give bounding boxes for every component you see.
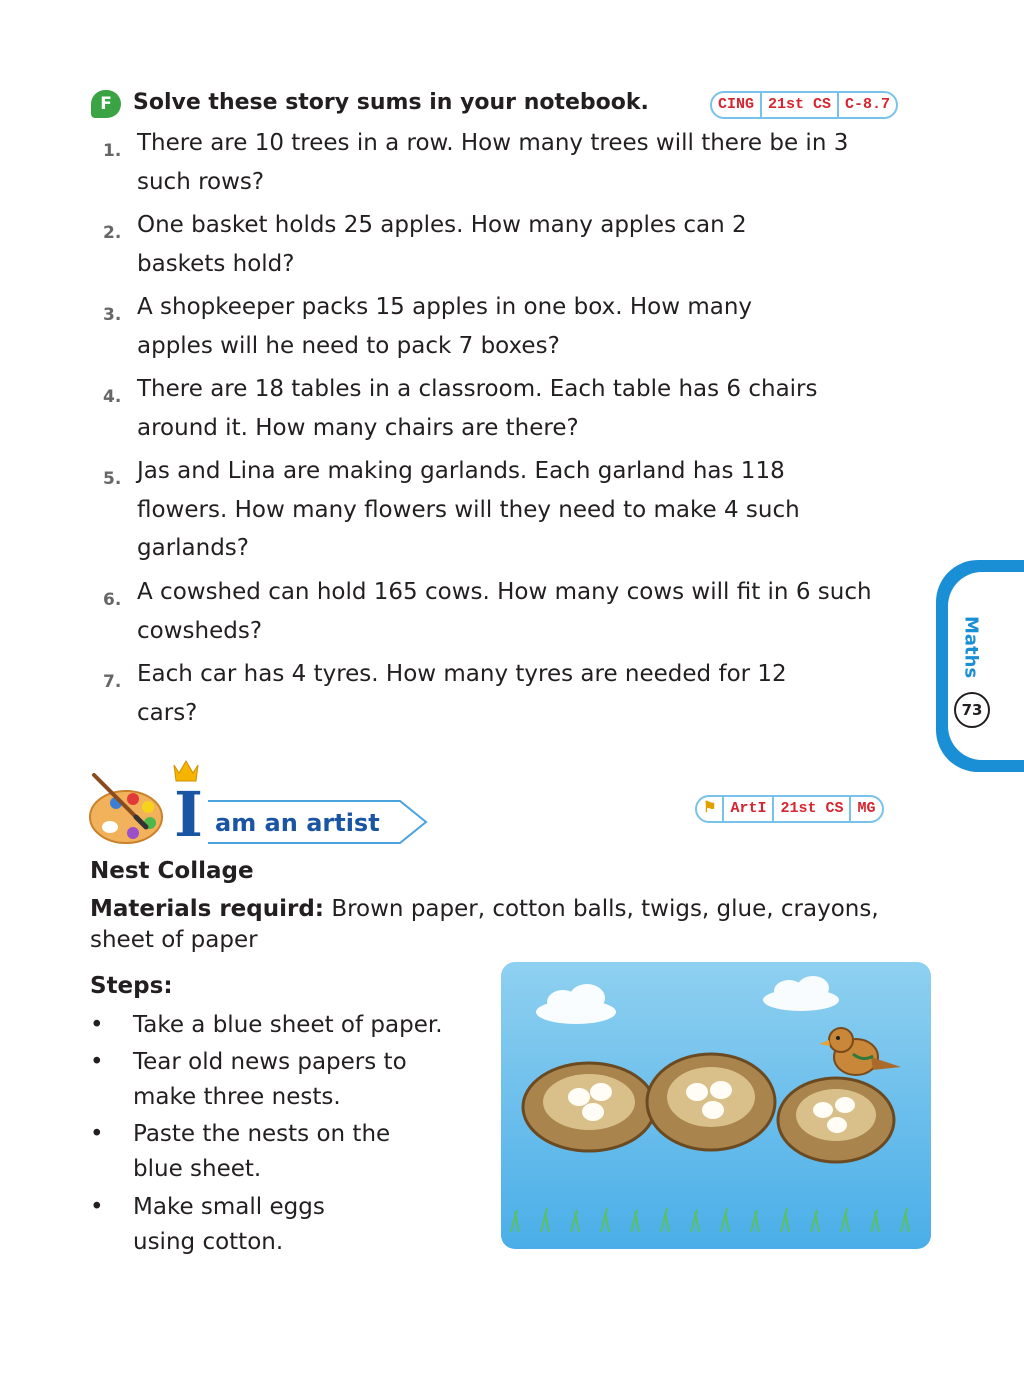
step-text: Make small eggs using cotton. bbox=[133, 1194, 325, 1255]
palette-icon bbox=[90, 775, 162, 843]
question-text: There are 18 tables in a classroom. Each table has 6 chairs around it. How many chairs are there? bbox=[137, 376, 818, 441]
question-text: A cowshed can hold 165 cows. How many cows will fit in 6 such cowsheds? bbox=[137, 579, 872, 644]
banner-text: am an artist bbox=[215, 809, 380, 837]
question-text: A shopkeeper packs 15 apples in one box. How many apples will he need to pack 7 boxes? bbox=[137, 294, 753, 359]
question-item bbox=[103, 573, 893, 650]
art-skill-tags bbox=[695, 795, 884, 823]
skill-tag: 21st CS bbox=[772, 797, 849, 821]
nest-collage-image bbox=[501, 962, 931, 1249]
section-badge: F bbox=[91, 90, 121, 118]
question-item bbox=[103, 206, 893, 283]
skill-tag: C-8.7 bbox=[837, 93, 896, 117]
skill-tags bbox=[710, 91, 898, 119]
question-number: 1. bbox=[103, 141, 122, 161]
materials-label: Materials requird: bbox=[90, 896, 324, 922]
question-item bbox=[103, 288, 893, 365]
section-title: Solve these story sums in your notebook. bbox=[133, 90, 649, 115]
steps-heading: Steps: bbox=[90, 973, 173, 999]
bullet: • bbox=[90, 1121, 104, 1147]
question-item bbox=[103, 452, 893, 568]
subject-label: Maths bbox=[960, 616, 982, 679]
step-text: Take a blue sheet of paper. bbox=[133, 1012, 443, 1038]
banner-big-letter: I bbox=[174, 778, 204, 851]
question-item bbox=[103, 655, 893, 732]
nest-icon bbox=[523, 1063, 655, 1151]
skill-tag: ArtI bbox=[722, 797, 772, 821]
activity-title: Nest Collage bbox=[90, 858, 254, 884]
skill-tag: 21st CS bbox=[760, 93, 837, 117]
question-text: Jas and Lina are making garlands. Each garland has 118 flowers. How many flowers will they need to make 4 such garlands? bbox=[137, 458, 800, 561]
question-number: 4. bbox=[103, 387, 122, 407]
question-text: Each car has 4 tyres. How many tyres are needed for 12 cars? bbox=[137, 661, 787, 726]
question-item bbox=[103, 124, 893, 201]
question-number: 3. bbox=[103, 305, 122, 325]
question-item bbox=[103, 370, 893, 447]
bullet: • bbox=[90, 1049, 104, 1075]
step-item bbox=[90, 1045, 470, 1115]
materials-text: Brown paper, cotton balls, twigs, glue, crayons, sheet of paper bbox=[90, 896, 879, 953]
question-number: 2. bbox=[103, 223, 122, 243]
page-number: 73 bbox=[954, 692, 990, 728]
bullet: • bbox=[90, 1194, 104, 1220]
nest-icon bbox=[778, 1078, 894, 1162]
materials-line bbox=[90, 894, 920, 956]
flag-icon: ⚑ bbox=[703, 800, 717, 817]
nest-icon bbox=[647, 1054, 775, 1150]
question-number: 7. bbox=[103, 672, 122, 692]
skill-tag: CING bbox=[718, 96, 755, 113]
step-item bbox=[90, 1117, 450, 1187]
bullet: • bbox=[90, 1012, 104, 1038]
question-text: There are 10 trees in a row. How many trees will there be in 3 such rows? bbox=[137, 130, 849, 195]
question-number: 5. bbox=[103, 469, 122, 489]
step-text: Tear old news papers to make three nests. bbox=[133, 1049, 407, 1110]
question-number: 6. bbox=[103, 590, 122, 610]
skill-tag: MG bbox=[849, 797, 881, 821]
step-item bbox=[90, 1008, 490, 1043]
step-text: Paste the nests on the blue sheet. bbox=[133, 1121, 391, 1182]
question-text: One basket holds 25 apples. How many apples can 2 baskets hold? bbox=[137, 212, 747, 277]
step-item bbox=[90, 1190, 390, 1260]
